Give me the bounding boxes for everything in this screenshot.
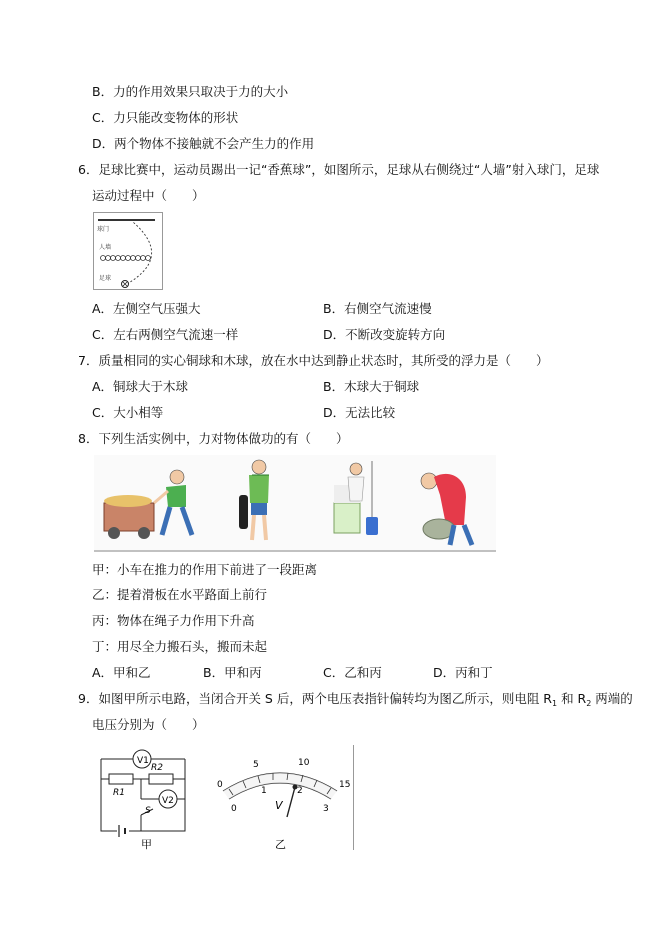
- q6-option-b: B．右侧空气流速慢: [323, 301, 432, 316]
- lower-tick-2: 2: [297, 786, 303, 796]
- lower-tick-0: 0: [231, 804, 237, 814]
- q5-option-d: D．两个物体不接触就不会产生力的作用: [92, 136, 315, 151]
- q9-circuit-diagram: [95, 745, 205, 850]
- unit-label: V: [275, 799, 283, 812]
- meter-caption: 乙: [275, 838, 286, 850]
- q6-banana-kick-figure: [93, 212, 163, 290]
- q8-stem: 8．下列生活实例中，力对物体做功的有（ ）: [78, 431, 349, 446]
- q9-voltmeter-dial: [205, 745, 355, 850]
- wall-label: 人墙: [99, 244, 112, 251]
- resistor-r1: [109, 774, 133, 784]
- r1-label: R1: [113, 788, 125, 798]
- q6-option-d: D．不断改变旋转方向: [323, 327, 446, 342]
- q6-stem-line1: 6．足球比赛中，运动员踢出一记“香蕉球”，如图所示，足球从右侧绕过“人墙”射入球门，足球: [78, 162, 600, 177]
- q7-option-c: C．大小相等: [92, 405, 164, 420]
- q5-option-c: C．力只能改变物体的形状: [92, 110, 239, 125]
- q7-option-d: D．无法比较: [323, 405, 396, 420]
- battery-icon: [119, 825, 125, 837]
- q8-statement-yi: 乙：提着滑板在水平路面上前行: [92, 587, 268, 602]
- q9-stem-part3: 两端的: [591, 691, 633, 706]
- q6-option-a: A．左侧空气压强大: [92, 301, 201, 316]
- q9-stem-part1: 9．如图甲所示电路，当闭合开关 S 后，两个电压表指针偏转均为图乙所示，则电阻 R: [78, 691, 552, 706]
- v2-label: V2: [162, 796, 174, 806]
- q8-option-a: A．甲和乙: [92, 665, 151, 680]
- r2-label: R2: [151, 763, 163, 773]
- football-icon: [122, 281, 129, 288]
- q8-option-d: D．丙和丁: [433, 665, 493, 680]
- q6-stem-line2: 运动过程中（ ）: [92, 188, 205, 203]
- v1-label: V1: [137, 756, 149, 766]
- q9-stem-line1: [78, 690, 633, 713]
- q9-stem-sub1: 1: [552, 699, 558, 708]
- q9-stem-sub2: 2: [586, 699, 592, 708]
- q9-stem-line2: 电压分别为（ ）: [92, 717, 205, 732]
- q8-option-b: B．甲和丙: [203, 665, 262, 680]
- upper-tick-15: 15: [339, 780, 351, 790]
- q7-option-a: A．铜球大于木球: [92, 379, 189, 394]
- resistor-r2: [149, 774, 173, 784]
- upper-tick-10: 10: [298, 758, 310, 768]
- ball-label: 足球: [99, 275, 112, 282]
- q8-statement-jia: 甲：小车在推力的作用下前进了一段距离: [92, 562, 318, 577]
- lower-tick-1: 1: [261, 786, 267, 796]
- q7-option-b: B．木球大于铜球: [323, 379, 420, 394]
- upper-tick-0: 0: [217, 780, 223, 790]
- goal-label: 球门: [97, 226, 110, 233]
- q8-statement-bing: 丙：物体在绳子力作用下升高: [92, 613, 255, 628]
- q7-stem: 7．质量相同的实心铜球和木球，放在水中达到静止状态时，其所受的浮力是（ ）: [78, 353, 549, 368]
- circuit-caption: 甲: [141, 838, 152, 850]
- upper-tick-5: 5: [253, 760, 259, 770]
- q8-option-c: C．乙和丙: [323, 665, 382, 680]
- q8-statement-ding: 丁：用尽全力搬石头，搬而未起: [92, 639, 268, 654]
- q9-stem-part2: 和 R: [557, 691, 587, 706]
- q8-scenes-figure: [94, 455, 496, 552]
- q6-option-c: C．左右两侧空气流速一样: [92, 327, 239, 342]
- q5-option-b: B．力的作用效果只取决于力的大小: [92, 84, 289, 99]
- lower-tick-3: 3: [323, 804, 329, 814]
- switch-label: S: [145, 806, 151, 816]
